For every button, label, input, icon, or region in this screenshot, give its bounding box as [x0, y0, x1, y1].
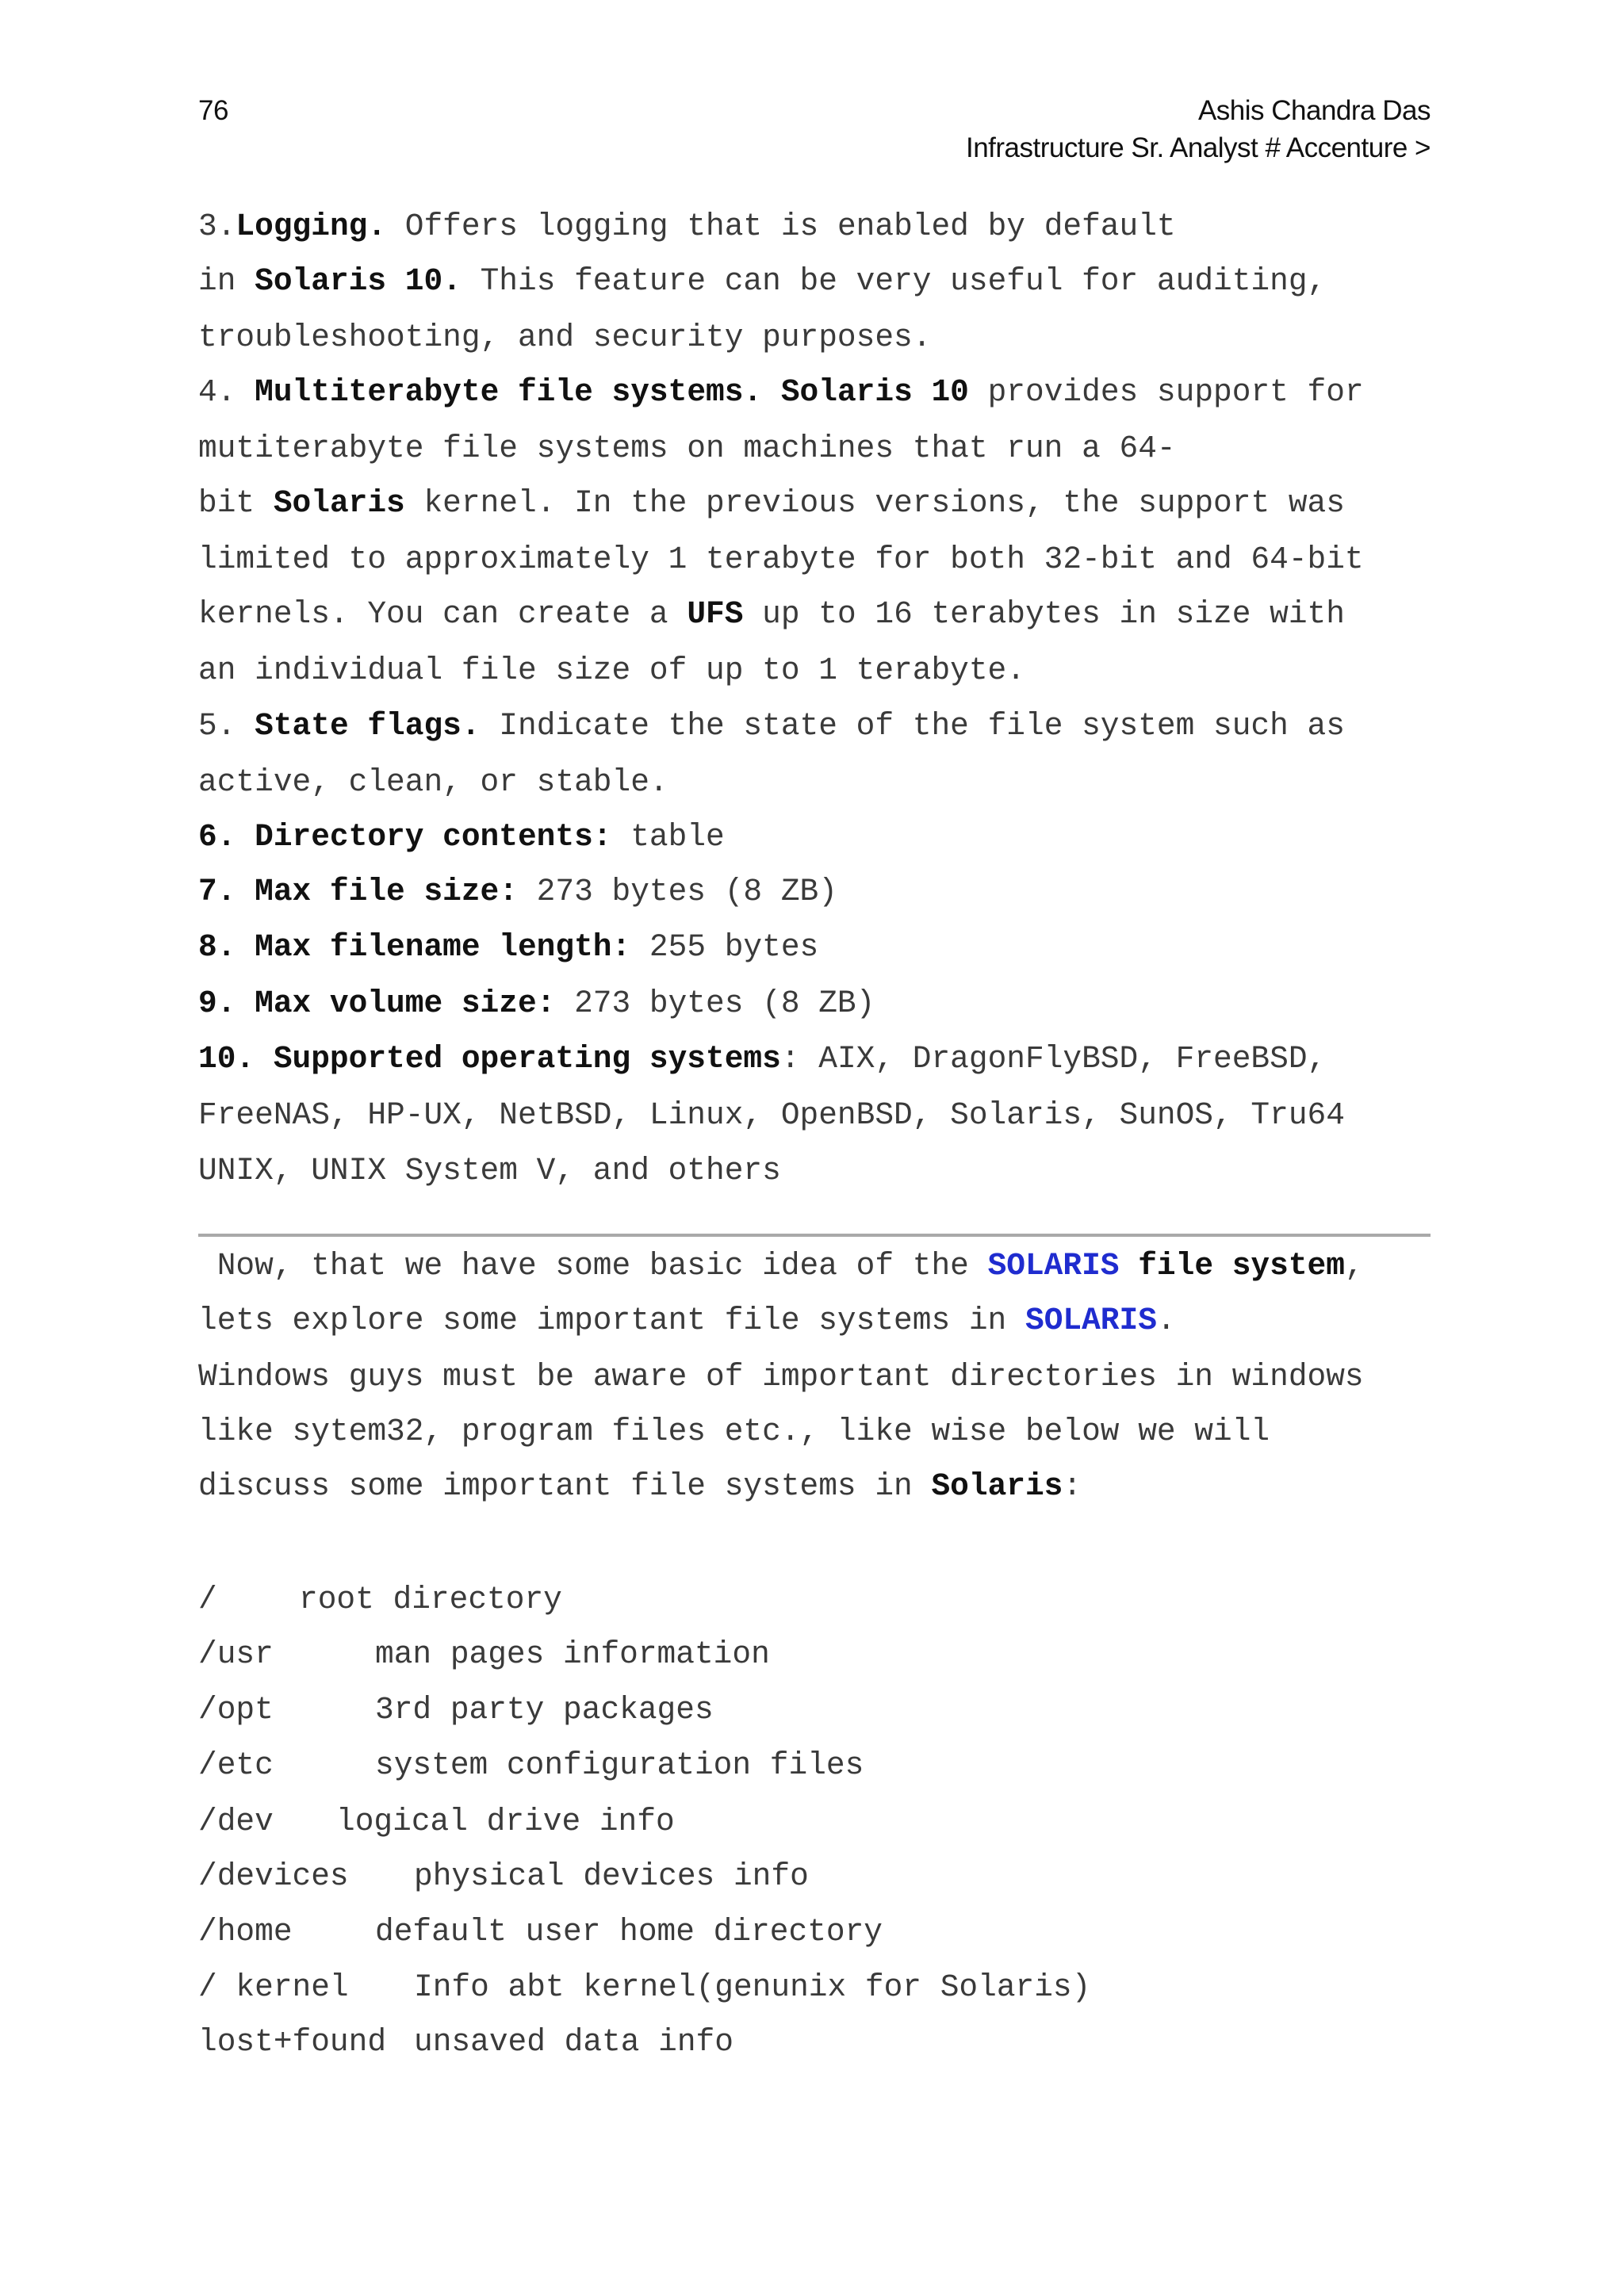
- max-file-size-value: 273 bytes (8 ZB): [517, 874, 837, 909]
- intro-line-3: Windows guys must be aware of important directories in windows: [198, 1359, 1364, 1395]
- intro-text: .: [1156, 1303, 1176, 1338]
- solaris-10-term: Solaris 10.: [255, 263, 462, 299]
- logging-line-3: troubleshooting, and security purposes.: [198, 320, 932, 355]
- intro-text: :: [1063, 1468, 1082, 1504]
- author-role: Infrastructure Sr. Analyst # Accenture >: [965, 132, 1431, 163]
- directory-description: logical drive info: [336, 1804, 675, 1839]
- supported-os-line-3: UNIX, UNIX System V, and others: [198, 1153, 781, 1188]
- directory-path: /usr: [198, 1636, 274, 1672]
- intro-text: lets explore some important file systems in: [198, 1303, 1025, 1338]
- directory-description: physical devices info: [414, 1858, 809, 1894]
- supported-os-line-2: FreeNAS, HP-UX, NetBSD, Linux, OpenBSD, Solaris, SunOS, Tru64: [198, 1097, 1345, 1133]
- file-system-term: file system: [1119, 1248, 1345, 1284]
- page-number: 76: [198, 95, 228, 126]
- ufs-term: UFS: [687, 596, 744, 632]
- intro-text: discuss some important file systems in: [198, 1468, 932, 1504]
- max-filename-length-value: 255 bytes: [630, 929, 819, 965]
- solaris-term: Solaris: [273, 485, 405, 521]
- intro-line-2: [198, 1305, 1176, 1337]
- state-flags-line-1: [198, 710, 1345, 742]
- item-number: 4.: [198, 374, 236, 410]
- multiterabyte-line-1: [198, 374, 1364, 410]
- max-file-size-line: [198, 876, 837, 908]
- multiterabyte-text: provides support for: [968, 374, 1364, 410]
- directory-description: system configuration files: [375, 1747, 864, 1783]
- state-flags-line-2: active, clean, or stable.: [198, 764, 668, 800]
- state-flags-text: Indicate the state of the file system such as: [480, 708, 1345, 744]
- supported-os-label: 10. Supported operating systems: [198, 1041, 781, 1077]
- directory-contents-line: [198, 821, 725, 853]
- multiterabyte-line-5: [198, 596, 1345, 632]
- directory-description: unsaved data info: [414, 2024, 733, 2060]
- directory-description: 3rd party packages: [375, 1692, 714, 1728]
- item-number: 3.: [198, 209, 236, 244]
- solaris-highlight: SOLARIS: [987, 1248, 1120, 1284]
- solaris-10-term: Solaris 10: [762, 374, 969, 410]
- max-volume-size-label: 9. Max volume size:: [198, 985, 556, 1021]
- directory-description: Info abt kernel(genunix for Solaris): [414, 1969, 1091, 2005]
- supported-os-text: : AIX, DragonFlyBSD, FreeBSD,: [780, 1041, 1327, 1077]
- max-volume-size-value: 273 bytes (8 ZB): [555, 985, 875, 1021]
- item-number: 5.: [198, 708, 236, 744]
- multiterabyte-text: up to 16 terabytes in size with: [743, 596, 1345, 632]
- directory-path: /: [198, 1582, 217, 1617]
- intro-text: ,: [1344, 1248, 1364, 1284]
- directory-path: /devices: [198, 1858, 349, 1894]
- multiterabyte-text: kernel. In the previous versions, the support was: [404, 485, 1345, 521]
- logging-line-1: [198, 211, 1176, 243]
- multiterabyte-line-6: an individual file size of up to 1 terabyte.: [198, 652, 1025, 688]
- solaris-highlight: SOLARIS: [1025, 1303, 1157, 1338]
- intro-line-5: [198, 1468, 1082, 1504]
- supported-os-line-1: [198, 1043, 1326, 1075]
- state-flags-title: State flags.: [236, 708, 481, 744]
- directory-path: / kernel: [198, 1969, 349, 2005]
- directory-description: default user home directory: [375, 1914, 883, 1950]
- logging-text: This feature can be very useful for auditing,: [461, 263, 1327, 299]
- directory-contents-value: table: [611, 819, 725, 855]
- multiterabyte-title: Multiterabyte file systems.: [236, 374, 763, 410]
- directory-contents-label: 6. Directory contents:: [198, 819, 612, 855]
- section-divider: [198, 1234, 1431, 1237]
- max-volume-size-line: [198, 985, 875, 1021]
- directory-path: /etc: [198, 1747, 274, 1783]
- logging-text: Offers logging that is enabled by default: [386, 209, 1176, 244]
- max-file-size-label: 7. Max file size:: [198, 874, 518, 909]
- solaris-term: Solaris: [931, 1468, 1063, 1504]
- multiterabyte-text: bit: [198, 485, 274, 521]
- directory-path: lost+found: [198, 2024, 387, 2060]
- logging-text: in: [198, 263, 255, 299]
- author-name: Ashis Chandra Das: [1197, 95, 1431, 126]
- multiterabyte-text: kernels. You can create a: [198, 596, 688, 632]
- logging-line-2: [198, 263, 1327, 299]
- logging-title: Logging.: [236, 209, 387, 244]
- max-filename-length-label: 8. Max filename length:: [198, 929, 631, 965]
- intro-text: Now, that we have some basic idea of the: [198, 1248, 988, 1284]
- intro-line-4: like sytem32, program files etc., like wise below we will: [198, 1414, 1270, 1449]
- directory-path: /home: [198, 1914, 293, 1950]
- directory-path: /dev: [198, 1804, 274, 1839]
- directory-description: root directory: [299, 1582, 562, 1617]
- max-filename-length-line: [198, 929, 819, 965]
- multiterabyte-line-4: limited to approximately 1 terabyte for both 32-bit and 64-bit: [198, 541, 1364, 577]
- multiterabyte-line-3: [198, 485, 1345, 521]
- intro-line-1: [198, 1250, 1364, 1282]
- directory-description: man pages information: [375, 1636, 770, 1672]
- multiterabyte-line-2: mutiterabyte file systems on machines that run a 64-: [198, 430, 1176, 466]
- directory-path: /opt: [198, 1692, 274, 1728]
